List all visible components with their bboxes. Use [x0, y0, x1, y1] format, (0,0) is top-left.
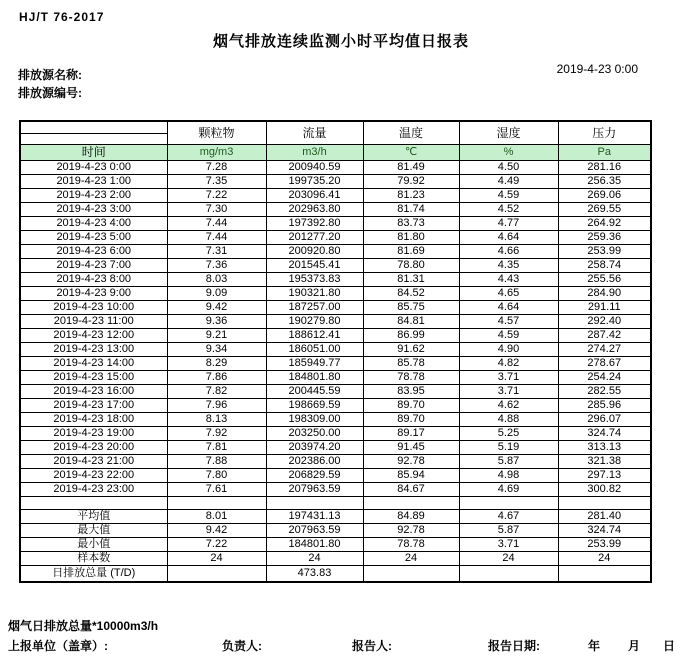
table-cell: 7.31: [167, 245, 266, 259]
table-cell: 2019-4-23 17:00: [20, 399, 167, 413]
table-cell: 4.77: [459, 217, 558, 231]
table-cell: 2019-4-23 2:00: [20, 189, 167, 203]
reporter-label: 报告人:: [352, 639, 392, 653]
table-cell: 4.90: [459, 343, 558, 357]
table-cell: 81.80: [363, 231, 459, 245]
table-cell: 78.78: [363, 371, 459, 385]
hourly-row: [20, 245, 651, 259]
table-cell: 281.40: [558, 510, 651, 524]
table-cell: 4.49: [459, 175, 558, 189]
column-header-temperature: 温度: [363, 121, 459, 145]
column-header-pressure: 压力: [558, 121, 651, 145]
table-cell: 3.71: [459, 538, 558, 552]
table-cell: 258.74: [558, 259, 651, 273]
table-cell: [363, 497, 459, 510]
units-row: [20, 145, 651, 161]
hourly-row: [20, 455, 651, 469]
table-cell: 4.50: [459, 161, 558, 175]
table-cell: 2019-4-23 22:00: [20, 469, 167, 483]
table-cell: 89.70: [363, 399, 459, 413]
table-cell: 81.31: [363, 273, 459, 287]
table-cell: 2019-4-23 5:00: [20, 231, 167, 245]
table-cell: 4.88: [459, 413, 558, 427]
table-cell: 2019-4-23 3:00: [20, 203, 167, 217]
unit-temperature: ℃: [363, 145, 459, 161]
table-cell: [167, 497, 266, 510]
table-cell: 86.99: [363, 329, 459, 343]
table-cell: 2019-4-23 15:00: [20, 371, 167, 385]
hourly-row: [20, 357, 651, 371]
table-cell: 79.92: [363, 175, 459, 189]
table-cell: 7.81: [167, 441, 266, 455]
summary-row: [20, 566, 651, 583]
responsible-person-label: 负责人:: [222, 639, 262, 653]
table-cell: 89.17: [363, 427, 459, 441]
table-cell: 200940.59: [266, 161, 363, 175]
hourly-row: [20, 483, 651, 497]
table-cell: 7.86: [167, 371, 266, 385]
table-cell: 4.82: [459, 357, 558, 371]
table-cell: 7.22: [167, 538, 266, 552]
time-column-label: 时间: [20, 145, 167, 161]
table-cell: 78.80: [363, 259, 459, 273]
table-cell: 7.96: [167, 399, 266, 413]
table-cell: 287.42: [558, 329, 651, 343]
source-code-label: 排放源编号:: [18, 86, 82, 100]
table-cell: 8.13: [167, 413, 266, 427]
table-cell: 7.36: [167, 259, 266, 273]
summary-rows: [20, 510, 651, 583]
table-cell: 473.83: [266, 566, 363, 583]
table-cell: 4.52: [459, 203, 558, 217]
table-cell: 321.38: [558, 455, 651, 469]
hourly-row: [20, 217, 651, 231]
report-title: 烟气排放连续监测小时平均值日报表: [212, 33, 469, 50]
table-cell: 7.22: [167, 189, 266, 203]
table-cell: 264.92: [558, 217, 651, 231]
table-cell: 4.57: [459, 315, 558, 329]
table-cell: 91.45: [363, 441, 459, 455]
hourly-data-rows: [20, 161, 651, 510]
table-cell: 2019-4-23 7:00: [20, 259, 167, 273]
table-cell: 253.99: [558, 538, 651, 552]
hourly-row: [20, 203, 651, 217]
table-cell: 平均值: [20, 510, 167, 524]
table-cell: 样本数: [20, 552, 167, 566]
table-cell: 282.55: [558, 385, 651, 399]
table-cell: 7.88: [167, 455, 266, 469]
table-cell: 2019-4-23 11:00: [20, 315, 167, 329]
table-cell: 324.74: [558, 427, 651, 441]
table-cell: 291.11: [558, 301, 651, 315]
report-unit-label: 上报单位（盖章）:: [8, 639, 108, 653]
table-cell: 285.96: [558, 399, 651, 413]
table-cell: 24: [363, 552, 459, 566]
hourly-row: [20, 343, 651, 357]
table-cell: 197431.13: [266, 510, 363, 524]
table-cell: 190279.80: [266, 315, 363, 329]
table-cell: 7.80: [167, 469, 266, 483]
hourly-row: [20, 413, 651, 427]
summary-row: [20, 538, 651, 552]
table-cell: 24: [558, 552, 651, 566]
table-cell: 202963.80: [266, 203, 363, 217]
table-cell: 4.69: [459, 483, 558, 497]
unit-humidity: %: [459, 145, 558, 161]
table-cell: 9.36: [167, 315, 266, 329]
separator-row: [20, 497, 651, 510]
table-cell: 81.49: [363, 161, 459, 175]
table-cell: 256.35: [558, 175, 651, 189]
table-cell: 207963.59: [266, 483, 363, 497]
table-cell: 7.28: [167, 161, 266, 175]
table-cell: 2019-4-23 0:00: [20, 161, 167, 175]
table-cell: 198669.59: [266, 399, 363, 413]
table-cell: 203096.41: [266, 189, 363, 203]
table-cell: 203250.00: [266, 427, 363, 441]
table-cell: 2019-4-23 18:00: [20, 413, 167, 427]
hourly-row: [20, 189, 651, 203]
column-header-pm: 颗粒物: [167, 121, 266, 145]
table-cell: 89.70: [363, 413, 459, 427]
table-cell: 8.29: [167, 357, 266, 371]
table-cell: 24: [266, 552, 363, 566]
table-cell: 2019-4-23 4:00: [20, 217, 167, 231]
report-date-label: 报告日期:: [488, 639, 540, 653]
table-cell: 206829.59: [266, 469, 363, 483]
table-cell: 7.92: [167, 427, 266, 441]
table-cell: 3.71: [459, 385, 558, 399]
table-cell: 81.74: [363, 203, 459, 217]
table-cell: 2019-4-23 13:00: [20, 343, 167, 357]
table-cell: [558, 497, 651, 510]
table-cell: [167, 566, 266, 583]
table-cell: 292.40: [558, 315, 651, 329]
table-cell: 259.36: [558, 231, 651, 245]
table-cell: 2019-4-23 16:00: [20, 385, 167, 399]
source-name-label: 排放源名称:: [18, 68, 82, 82]
table-cell: 201545.41: [266, 259, 363, 273]
table-cell: 207963.59: [266, 524, 363, 538]
total-emission-note: 烟气日排放总量*10000m3/h: [8, 619, 159, 633]
table-cell: 5.87: [459, 455, 558, 469]
table-cell: 日排放总量 (T/D): [20, 566, 167, 583]
table-cell: 201277.20: [266, 231, 363, 245]
table-cell: [363, 566, 459, 583]
table-cell: 2019-4-23 6:00: [20, 245, 167, 259]
table-cell: 184801.80: [266, 538, 363, 552]
table-cell: 2019-4-23 14:00: [20, 357, 167, 371]
hourly-row: [20, 385, 651, 399]
table-cell: 24: [167, 552, 266, 566]
table-cell: 4.64: [459, 231, 558, 245]
table-cell: 278.67: [558, 357, 651, 371]
table-cell: 281.16: [558, 161, 651, 175]
hourly-row: [20, 399, 651, 413]
hourly-row: [20, 175, 651, 189]
table-cell: 7.61: [167, 483, 266, 497]
month-label: 月: [628, 639, 641, 653]
table-cell: [459, 566, 558, 583]
table-cell: 8.01: [167, 510, 266, 524]
table-cell: 2019-4-23 20:00: [20, 441, 167, 455]
table-cell: 3.71: [459, 371, 558, 385]
table-cell: 5.25: [459, 427, 558, 441]
table-cell: 199735.20: [266, 175, 363, 189]
table-cell: 81.23: [363, 189, 459, 203]
table-cell: 5.87: [459, 524, 558, 538]
table-cell: 85.75: [363, 301, 459, 315]
table-cell: 7.35: [167, 175, 266, 189]
table-cell: 185949.77: [266, 357, 363, 371]
table-cell: [459, 497, 558, 510]
monitoring-table: [19, 120, 652, 583]
unit-flow: m3/h: [266, 145, 363, 161]
column-header-flow: 流量: [266, 121, 363, 145]
table-cell: 2019-4-23 10:00: [20, 301, 167, 315]
hourly-row: [20, 315, 651, 329]
table-cell: 78.78: [363, 538, 459, 552]
unit-pressure: Pa: [558, 145, 651, 161]
table-cell: 2019-4-23 12:00: [20, 329, 167, 343]
table-cell: 4.35: [459, 259, 558, 273]
table-cell: 269.06: [558, 189, 651, 203]
table-cell: 253.99: [558, 245, 651, 259]
table-cell: 274.27: [558, 343, 651, 357]
table-cell: [266, 497, 363, 510]
table-cell: 83.73: [363, 217, 459, 231]
table-cell: 最小值: [20, 538, 167, 552]
table-cell: 84.89: [363, 510, 459, 524]
table-cell: 7.30: [167, 203, 266, 217]
table-cell: 4.43: [459, 273, 558, 287]
table-cell: 300.82: [558, 483, 651, 497]
hourly-row: [20, 259, 651, 273]
table-cell: 324.74: [558, 524, 651, 538]
table-cell: 83.95: [363, 385, 459, 399]
table-cell: 92.78: [363, 455, 459, 469]
table-cell: 85.94: [363, 469, 459, 483]
table-cell: 4.65: [459, 287, 558, 301]
summary-row: [20, 510, 651, 524]
table-cell: 200445.59: [266, 385, 363, 399]
table-header: [20, 121, 651, 161]
year-label: 年: [588, 639, 601, 653]
standard-code: HJ/T 76-2017: [19, 10, 105, 24]
table-cell: 8.03: [167, 273, 266, 287]
hourly-row: [20, 287, 651, 301]
table-cell: 195373.83: [266, 273, 363, 287]
table-cell: 190321.80: [266, 287, 363, 301]
hourly-row: [20, 469, 651, 483]
day-label: 日: [663, 639, 676, 653]
signature-line: [0, 637, 682, 653]
table-cell: 184801.80: [266, 371, 363, 385]
hourly-row: [20, 371, 651, 385]
table-cell: 9.42: [167, 301, 266, 315]
table-cell: 4.59: [459, 189, 558, 203]
table-cell: 9.42: [167, 524, 266, 538]
table-cell: 4.98: [459, 469, 558, 483]
table-cell: 269.55: [558, 203, 651, 217]
table-cell: 9.21: [167, 329, 266, 343]
table-cell: 91.62: [363, 343, 459, 357]
table-cell: 2019-4-23 8:00: [20, 273, 167, 287]
header-row-1: [20, 121, 651, 134]
unit-pm: mg/m3: [167, 145, 266, 161]
table-cell: 4.64: [459, 301, 558, 315]
table-cell: 4.67: [459, 510, 558, 524]
table-cell: 2019-4-23 19:00: [20, 427, 167, 441]
table-cell: [20, 497, 167, 510]
table-cell: 186051.00: [266, 343, 363, 357]
table-cell: 92.78: [363, 524, 459, 538]
table-cell: 297.13: [558, 469, 651, 483]
table-cell: 255.56: [558, 273, 651, 287]
table-cell: 84.81: [363, 315, 459, 329]
table-cell: [558, 566, 651, 583]
column-header-humidity: 湿度: [459, 121, 558, 145]
table-cell: 313.13: [558, 441, 651, 455]
table-cell: 81.69: [363, 245, 459, 259]
table-cell: 200920.80: [266, 245, 363, 259]
table-cell: 84.67: [363, 483, 459, 497]
table-cell: 254.24: [558, 371, 651, 385]
table-cell: 2019-4-23 23:00: [20, 483, 167, 497]
table-cell: 4.66: [459, 245, 558, 259]
table-cell: 7.44: [167, 231, 266, 245]
table-cell: 2019-4-23 21:00: [20, 455, 167, 469]
table-cell: 197392.80: [266, 217, 363, 231]
hourly-row: [20, 161, 651, 175]
table-cell: 7.82: [167, 385, 266, 399]
table-cell: 85.78: [363, 357, 459, 371]
table-cell: 5.19: [459, 441, 558, 455]
table-cell: 84.52: [363, 287, 459, 301]
table-cell: 187257.00: [266, 301, 363, 315]
table-cell: 188612.41: [266, 329, 363, 343]
table-cell: 最大值: [20, 524, 167, 538]
table-cell: 4.62: [459, 399, 558, 413]
table-cell: 7.44: [167, 217, 266, 231]
table-cell: 202386.00: [266, 455, 363, 469]
time-header-top-cell: [20, 121, 167, 134]
table-cell: 9.34: [167, 343, 266, 357]
hourly-row: [20, 329, 651, 343]
table-cell: 4.59: [459, 329, 558, 343]
hourly-row: [20, 427, 651, 441]
hourly-row: [20, 301, 651, 315]
table-cell: 296.07: [558, 413, 651, 427]
time-header-bottom-cell: [20, 134, 167, 145]
table-cell: 2019-4-23 1:00: [20, 175, 167, 189]
table-cell: 284.90: [558, 287, 651, 301]
report-datetime: 2019-4-23 0:00: [556, 62, 638, 76]
hourly-row: [20, 273, 651, 287]
hourly-row: [20, 231, 651, 245]
summary-row: [20, 552, 651, 566]
summary-row: [20, 524, 651, 538]
hourly-row: [20, 441, 651, 455]
table-cell: 2019-4-23 9:00: [20, 287, 167, 301]
table-cell: 198309.00: [266, 413, 363, 427]
table-cell: 24: [459, 552, 558, 566]
table-cell: 203974.20: [266, 441, 363, 455]
table-cell: 9.09: [167, 287, 266, 301]
